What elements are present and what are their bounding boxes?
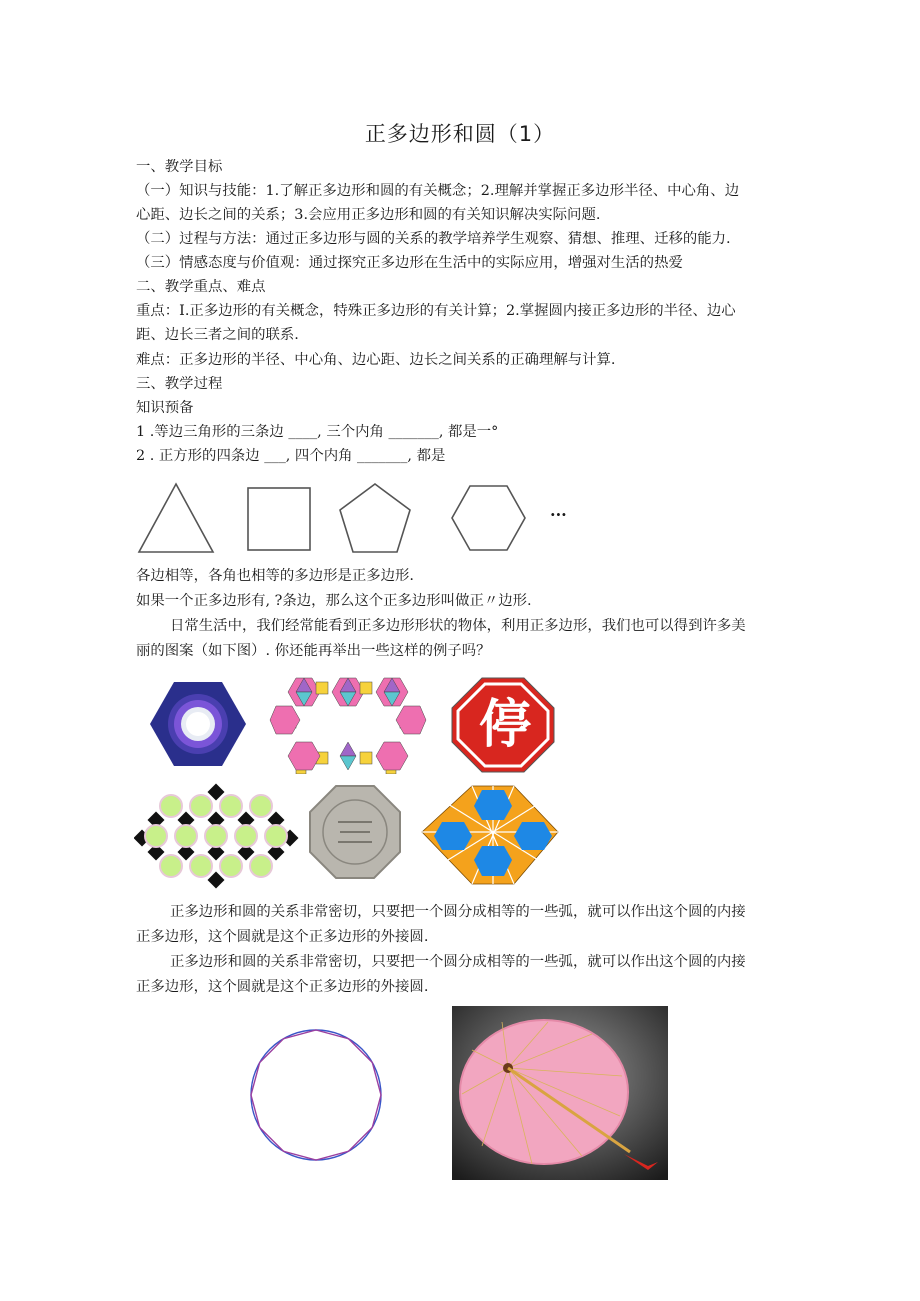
inscribed-polygon-figure bbox=[246, 1022, 386, 1168]
paragraph3-line2: 正多边形，这个圆就是这个正多边形的外接圆. bbox=[136, 979, 429, 995]
page-title: 正多边形和圆（1） bbox=[364, 122, 556, 146]
square-shape bbox=[248, 488, 310, 550]
key-point-line1: 重点：I.正多边形的有关概念，特殊正多边形的有关计算；2.掌握圆内接正多边形的半径、边心 bbox=[136, 303, 736, 319]
goal-process: （二）过程与方法：通过正多边形与圆的关系的教学培养学生观察、猜想、推理、迁移的能力. bbox=[136, 231, 731, 247]
key-point-line2: 距、边长三者之间的联系. bbox=[136, 327, 299, 343]
prep-heading: 知识预备 bbox=[136, 400, 194, 416]
pattern-row-2 bbox=[134, 780, 574, 892]
goals-heading: 一、教学目标 bbox=[136, 159, 223, 175]
hexagon-shape bbox=[452, 486, 525, 550]
hex-nut-image bbox=[150, 682, 246, 766]
paragraph2-line1: 正多边形和圆的关系非常密切，只要把一个圆分成相等的一些弧，就可以作出这个圆的内接 bbox=[170, 904, 746, 920]
pentagon-shape bbox=[340, 484, 410, 552]
octagon-square-tiling bbox=[134, 784, 298, 889]
goal-knowledge-line2: 心距、边长之间的关系；3.会应用正多边形和圆的有关知识解决实际问题. bbox=[136, 207, 601, 223]
circumcircle-shape bbox=[251, 1030, 381, 1160]
ellipsis-mark: ··· bbox=[550, 505, 567, 524]
process-heading: 三、教学过程 bbox=[136, 376, 223, 392]
paragraph2-line2: 正多边形，这个圆就是这个正多边形的外接圆. bbox=[136, 929, 429, 945]
triangle-shape bbox=[139, 484, 213, 552]
definition-line2: 如果一个正多边形有, ?条边，那么这个正多边形叫做正〃边形. bbox=[136, 593, 532, 609]
question-2: 2 . 正方形的四条边 ___, 四个内角 _______, 都是 bbox=[136, 448, 446, 464]
octagon-coin-image bbox=[310, 786, 400, 878]
regular-polygons-figure bbox=[130, 476, 590, 562]
question-1: 1 .等边三角形的三条边 ____, 三个内角 _______, 都是一° bbox=[136, 424, 499, 440]
paragraph3-line1: 正多边形和圆的关系非常密切，只要把一个圆分成相等的一些弧，就可以作出这个圆的内接 bbox=[170, 954, 746, 970]
paragraph1-line1: 日常生活中，我们经常能看到正多边形形状的物体，利用正多边形，我们也可以得到许多美 bbox=[170, 618, 746, 634]
paragraph1-line2: 丽的图案（如下图）. 你还能再举出一些这样的例子吗？ bbox=[136, 643, 491, 659]
goal-knowledge-line1: （一）知识与技能：1.了解正多边形和圆的有关概念；2.理解并掌握正多边形半径、中心角、边 bbox=[136, 183, 740, 199]
goal-attitude: （三）情感态度与价值观：通过探究正多边形在生活中的实际应用，增强对生活的热爱 bbox=[136, 255, 683, 271]
definition-line1: 各边相等，各角也相等的多边形是正多边形. bbox=[136, 568, 414, 584]
hexagon-ring-pattern bbox=[270, 678, 426, 774]
key-heading: 二、教学重点、难点 bbox=[136, 279, 266, 295]
triangle-hexagon-tiling bbox=[422, 786, 558, 884]
difficulty-point: 难点：正多边形的半径、中心角、边心距、边长之间关系的正确理解与计算. bbox=[136, 352, 616, 368]
stop-sign-char: 停 bbox=[478, 695, 531, 755]
paper-umbrella-image bbox=[452, 1006, 668, 1180]
